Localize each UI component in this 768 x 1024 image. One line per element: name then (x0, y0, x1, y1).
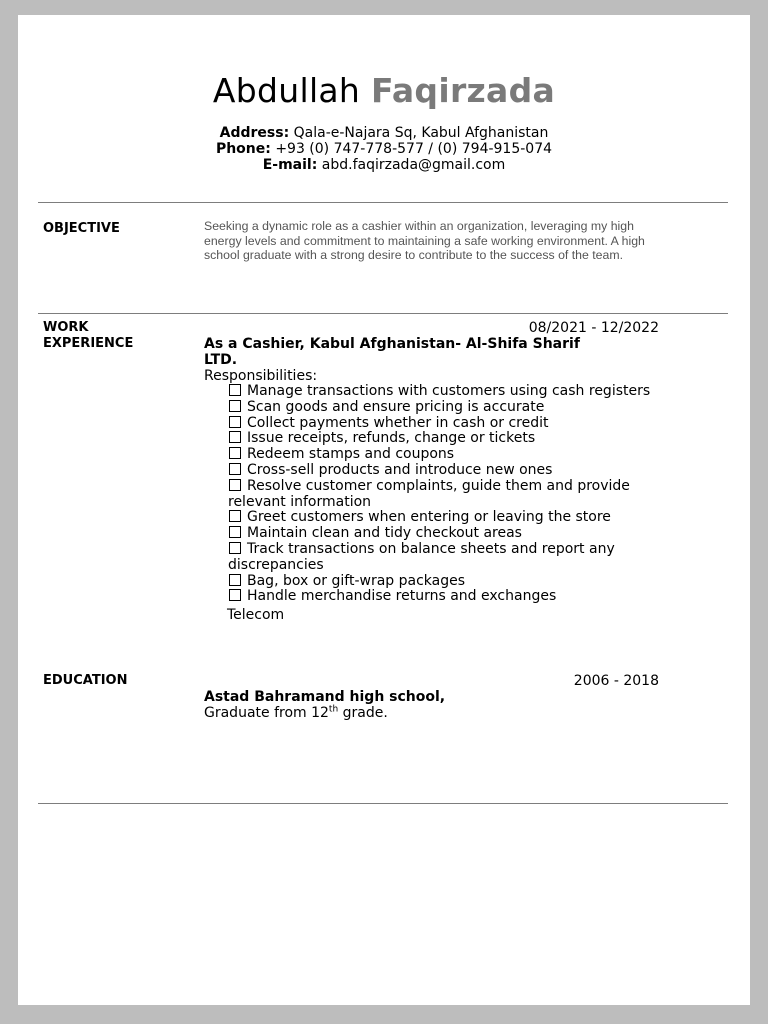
list-item (228, 589, 658, 605)
objective-heading: OBJECTIVE (43, 221, 120, 236)
list-item (228, 479, 658, 511)
responsibility-text: Manage transactions with customers using cash registers (247, 383, 651, 399)
grad-ordinal: th (328, 704, 339, 715)
divider (38, 202, 728, 203)
first-name: Abdullah (212, 71, 361, 110)
divider (38, 313, 728, 314)
list-item (228, 542, 658, 574)
responsibility-text: Scan goods and ensure pricing is accurate (247, 398, 545, 415)
graduation-line (204, 705, 388, 721)
grad-prefix: Graduate from 12 (204, 705, 329, 721)
school-name: Astad Bahramand high school, (204, 689, 446, 705)
list-item (228, 400, 658, 416)
last-name: Faqirzada (370, 71, 556, 110)
phone-value: +93 (0) 747-778-577 / (0) 794-915-074 (275, 141, 553, 157)
responsibility-text: Collect payments whether in cash or credit (247, 414, 549, 431)
checkbox-icon (229, 479, 241, 491)
list-item (228, 574, 658, 590)
address-value: Qala-e-Najara Sq, Kabul Afghanistan (293, 125, 549, 141)
email-value: abd.faqirzada@gmail.com (321, 157, 506, 173)
responsibility-text: Resolve customer complaints, guide them and provide relevant information (228, 477, 630, 510)
checkbox-icon (229, 447, 241, 459)
resume-page (18, 15, 750, 1005)
phone-line (18, 141, 750, 157)
checkbox-icon (229, 384, 241, 396)
responsibility-text: Bag, box or gift-wrap packages (247, 572, 466, 589)
checkbox-icon (229, 510, 241, 522)
checkbox-icon (229, 526, 241, 538)
grad-suffix: grade. (338, 705, 388, 721)
objective-text: Seeking a dynamic role as a cashier within an organization, leveraging my high energy levels and commitment to maintaining a safe working environment. A high school graduate with a strong desire to contribute to the success of the team. (204, 219, 645, 262)
checkbox-icon (229, 463, 241, 475)
responsibility-text: Cross-sell products and introduce new ones (247, 461, 553, 478)
divider (38, 803, 728, 804)
email-label: E-mail: (262, 157, 318, 173)
checkbox-icon (229, 416, 241, 428)
job-title: As a Cashier, Kabul Afghanistan- Al-Shifa Sharif LTD. (204, 336, 580, 368)
list-item (228, 526, 658, 542)
responsibility-text: Greet customers when entering or leaving the store (247, 509, 611, 526)
email-line (18, 157, 750, 173)
education-heading: EDUCATION (43, 673, 128, 688)
list-item (228, 384, 658, 400)
checkbox-icon (229, 542, 241, 554)
trailing-text: Telecom (227, 607, 285, 623)
checkbox-icon (229, 589, 241, 601)
responsibility-text: Issue receipts, refunds, change or tickets (247, 430, 536, 447)
checkbox-icon (229, 400, 241, 412)
list-item (228, 416, 658, 432)
responsibilities-label: Responsibilities: (204, 368, 318, 384)
address-line (18, 125, 750, 141)
phone-label: Phone: (215, 141, 271, 157)
list-item (228, 463, 658, 479)
list-item (228, 510, 658, 526)
checkbox-icon (229, 431, 241, 443)
responsibility-text: Track transactions on balance sheets and report any discrepancies (228, 540, 615, 573)
list-item (228, 431, 658, 447)
list-item (228, 447, 658, 463)
responsibilities-list (228, 384, 658, 605)
education-dates: 2006 - 2018 (573, 673, 659, 689)
address-label: Address: (219, 125, 290, 141)
work-dates: 08/2021 - 12/2022 (528, 320, 659, 336)
responsibility-text: Redeem stamps and coupons (247, 446, 455, 463)
responsibility-text: Handle merchandise returns and exchanges (247, 588, 557, 605)
responsibility-text: Maintain clean and tidy checkout areas (247, 525, 522, 542)
work-heading-line2: EXPERIENCE (43, 336, 134, 351)
work-heading-line1: WORK (43, 320, 89, 335)
candidate-name (18, 71, 750, 110)
checkbox-icon (229, 574, 241, 586)
